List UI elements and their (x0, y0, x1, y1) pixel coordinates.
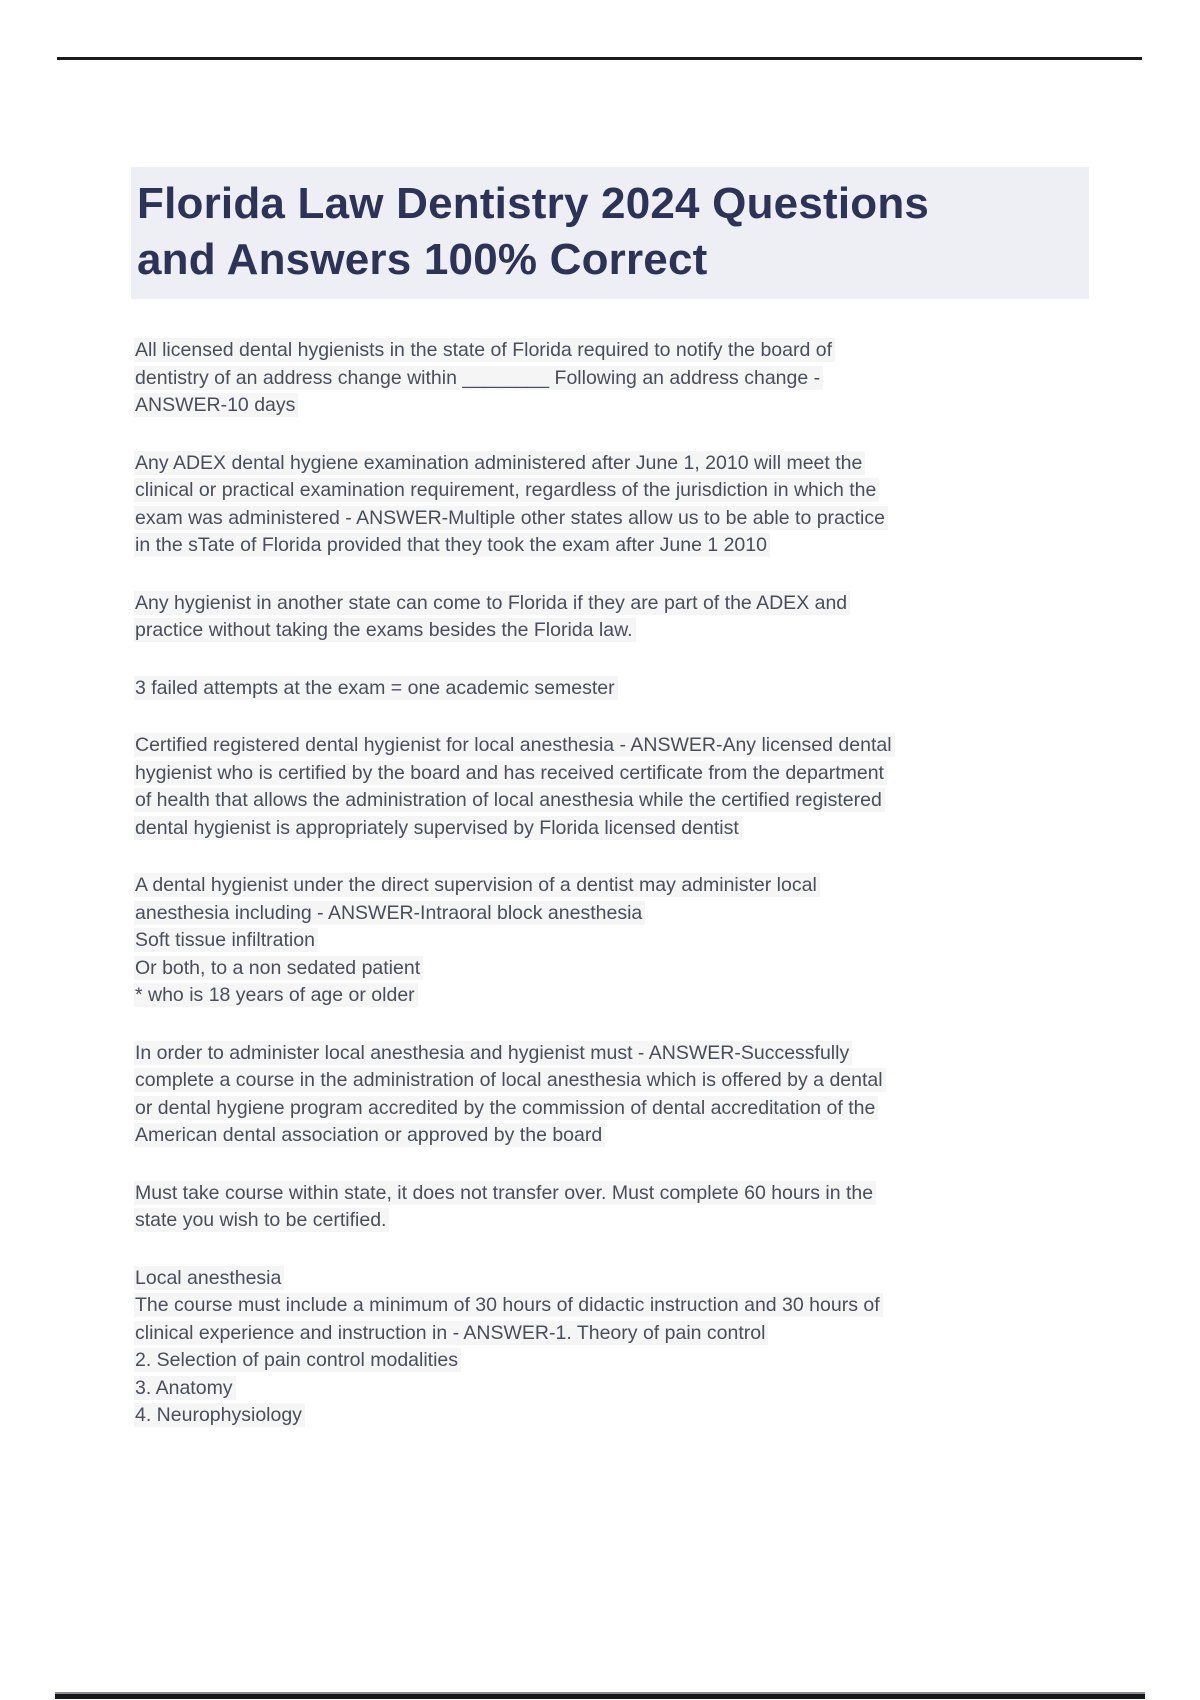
text-line: dentistry of an address change within ________ Following an address change - (134, 366, 823, 390)
bottom-divider (55, 1692, 1145, 1699)
text-line: exam was administered - ANSWER-Multiple other states allow us to be able to practice (134, 506, 888, 530)
text-line: of health that allows the administration of local anesthesia while the certified registered (134, 788, 885, 812)
text-line: 3. Anatomy (134, 1376, 236, 1400)
text-line: * who is 18 years of age or older (134, 983, 418, 1007)
text-line: 3 failed attempts at the exam = one academic semester (134, 676, 618, 700)
text-line: The course must include a minimum of 30 hours of didactic instruction and 30 hours of (134, 1293, 883, 1317)
text-line: in the sTate of Florida provided that they took the exam after June 1 2010 (134, 533, 770, 557)
text-line: 4. Neurophysiology (134, 1403, 305, 1427)
text-line: dental hygienist is appropriately supervised by Florida licensed dentist (134, 816, 742, 840)
qa-paragraph (135, 732, 1095, 842)
text-line: Must take course within state, it does not transfer over. Must complete 60 hours in the (134, 1181, 876, 1205)
text-line: Any hygienist in another state can come to Florida if they are part of the ADEX and (134, 591, 850, 615)
text-line: practice without taking the exams besides the Florida law. (134, 618, 636, 642)
text-line: Any ADEX dental hygiene examination administered after June 1, 2010 will meet the (134, 451, 865, 475)
qa-paragraph (135, 872, 1095, 1010)
text-line: Local anesthesia (134, 1266, 284, 1290)
qa-paragraph (135, 1180, 1095, 1235)
page-title (131, 167, 1089, 299)
top-divider (57, 57, 1142, 60)
text-line: or dental hygiene program accredited by the commission of dental accreditation of the (134, 1096, 878, 1120)
qa-paragraph (135, 675, 1095, 703)
text-line: hygienist who is certified by the board and has received certificate from the department (134, 761, 887, 785)
qa-paragraph (135, 590, 1095, 645)
qa-paragraph (135, 450, 1095, 560)
text-line: anesthesia including - ANSWER-Intraoral block anesthesia (134, 901, 645, 925)
document-body (135, 337, 1095, 1460)
page-title-line-2: and Answers 100% Correct (137, 235, 708, 284)
text-line: clinical experience and instruction in - ANSWER-1. Theory of pain control (134, 1321, 768, 1345)
qa-paragraph (135, 1040, 1095, 1150)
page-title-line-1: Florida Law Dentistry 2024 Questions (137, 179, 930, 228)
text-line: clinical or practical examination requirement, regardless of the jurisdiction in which the (134, 478, 879, 502)
text-line: ANSWER-10 days (134, 393, 298, 417)
text-line: 2. Selection of pain control modalities (134, 1348, 461, 1372)
text-line: In order to administer local anesthesia and hygienist must - ANSWER-Successfully (134, 1041, 852, 1065)
qa-paragraph (135, 1265, 1095, 1430)
text-line: American dental association or approved by the board (134, 1123, 605, 1147)
text-line: A dental hygienist under the direct supervision of a dentist may administer local (134, 873, 820, 897)
text-line: Soft tissue infiltration (134, 928, 318, 952)
qa-paragraph (135, 337, 1095, 420)
text-line: complete a course in the administration of local anesthesia which is offered by a dental (134, 1068, 886, 1092)
text-line: Or both, to a non sedated patient (134, 956, 423, 980)
text-line: All licensed dental hygienists in the state of Florida required to notify the board of (134, 338, 835, 362)
text-line: Certified registered dental hygienist for local anesthesia - ANSWER-Any licensed dental (134, 733, 895, 757)
text-line: state you wish to be certified. (134, 1208, 389, 1232)
